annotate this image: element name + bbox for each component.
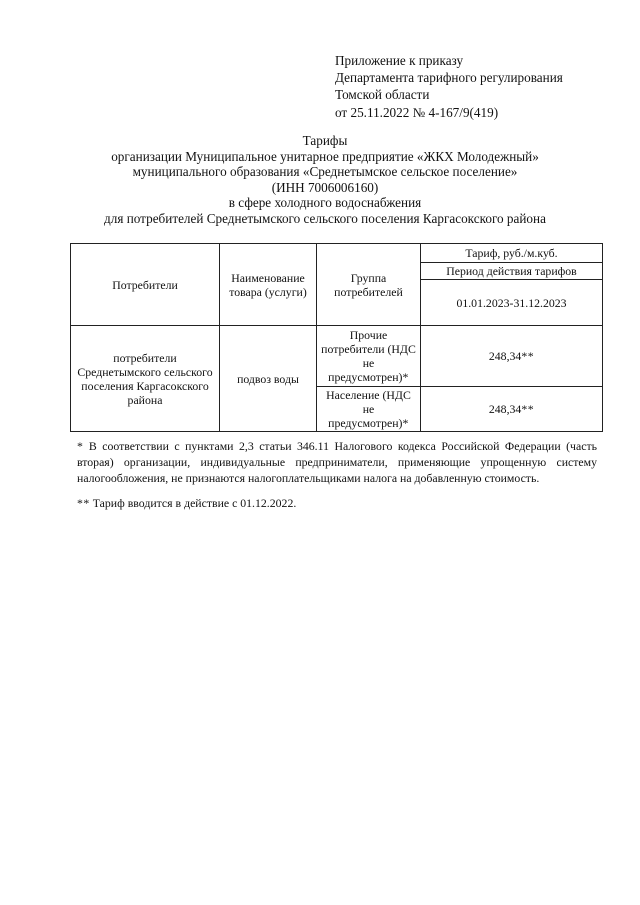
cell-tariff-value	[421, 387, 603, 432]
cell-consumer: потребители Среднетымского сельского поселения Каргасокского района	[71, 326, 220, 432]
footnote-text: Тариф вводится в действие с 01.12.2022.	[92, 495, 297, 510]
tariff-value: 248,34	[488, 349, 522, 363]
footnote-mark: **	[521, 349, 535, 363]
title-inn: (ИНН 7006006160)	[271, 179, 379, 195]
title-consumers: для потребителей Среднетымского сельского поселения Каргасокского района	[104, 210, 546, 226]
tariff-table	[70, 243, 603, 432]
footnote-effective-date	[77, 495, 597, 511]
cell-group	[317, 387, 421, 432]
appendix-line: Приложение к приказу	[335, 53, 464, 68]
footnote-mark: **	[521, 402, 535, 416]
cell-tariff-value	[421, 326, 603, 387]
header-tariff: Тариф, руб./м.куб.	[421, 244, 603, 263]
footnote-mark: *	[402, 370, 409, 384]
appendix-line: Департамента тарифного регулирования	[335, 70, 563, 86]
footnote-mark: **	[77, 495, 90, 510]
header-period-label: Период действия тарифов	[421, 263, 603, 280]
title-municipality: муниципального образования «Среднетымское сельское поселение»	[132, 164, 518, 179]
appendix-line: Томской области	[335, 87, 430, 103]
tariff-value: 248,34	[488, 402, 522, 416]
header-consumers: Потребители	[71, 244, 220, 326]
header-goods: Наименование товара (услуги)	[220, 244, 317, 326]
title-heading: Тарифы	[302, 133, 348, 148]
appendix-date: от 25.11.2022 № 4-167/9(419)	[335, 104, 499, 120]
document-title	[40, 133, 610, 226]
header-period: 01.01.2023-31.12.2023	[421, 280, 603, 326]
table-row	[71, 326, 603, 387]
cell-service: подвоз воды	[220, 326, 317, 432]
appendix-header	[335, 52, 563, 121]
header-group: Группа потребителей	[317, 244, 421, 326]
title-sphere: в сфере холодного водоснабжения	[228, 195, 422, 210]
footnotes	[77, 438, 597, 511]
cell-group	[317, 326, 421, 387]
title-organization: организации Муниципальное унитарное предприятие «ЖКХ Молодежный»	[111, 148, 539, 164]
table-header-row	[71, 244, 603, 263]
group-label: Прочие потребители (НДС не предусмотрен)	[321, 328, 416, 384]
group-label: Население (НДС не предусмотрен)	[326, 388, 411, 430]
footnote-text: В соответствии с пунктами 2,3 статьи 346.11 Налогового кодекса Российской Федерации (часть вторая) организации, индивидуальные предприниматели, применяющие упрощенную систему налогообложения, не признаются налогоплательщиками налога на добавленную стоимость.	[77, 439, 597, 486]
footnote-mark: *	[402, 416, 409, 430]
footnote-mark: *	[77, 439, 84, 453]
footnote-vat	[77, 438, 597, 487]
